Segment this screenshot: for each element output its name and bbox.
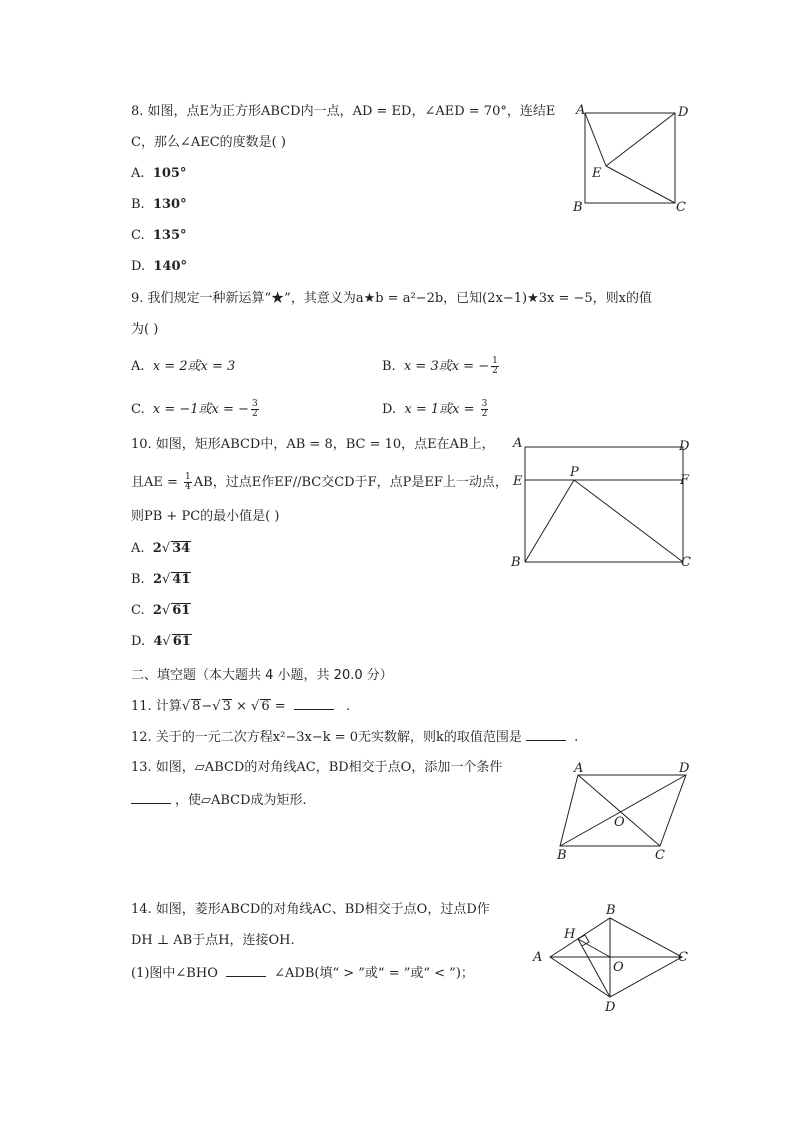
- q14-part1: (1)图中∠BHO ∠ADB(填“ > ”或“ = ”或“ < ”)；: [131, 966, 474, 981]
- q9-option-b-fraction: $\frac{1}{2}$: [492, 356, 498, 376]
- q8-option-c[interactable]: C. 135°: [131, 228, 187, 243]
- q10-option-d[interactable]: D. 4√ 61: [131, 634, 191, 649]
- q11-stem: 11. 计算√ 8−√ 3 × √ 6 = .: [131, 699, 351, 714]
- q12-answer-blank[interactable]: [526, 728, 566, 741]
- q8-line-de: [606, 113, 675, 166]
- q14-label-h: H: [564, 927, 576, 942]
- q8-stem-line2: C，那么∠AEC的度数是( ): [131, 135, 286, 150]
- q9-option-d-fraction: $\frac{3}{2}$: [481, 399, 488, 419]
- q13-label-o: O: [614, 815, 625, 830]
- q9-option-d[interactable]: D. x = 1或x = $\frac{3}{2}$: [382, 399, 488, 419]
- q14-label-a: A: [533, 950, 543, 965]
- q13-stem-line1: 13. 如图，▱ABCD的对角线AC，BD相交于点O，添加一个条件: [131, 760, 503, 775]
- q13-label-d: D: [679, 761, 690, 776]
- q8-line-ae: [585, 113, 606, 166]
- q8-square-abcd: [585, 113, 675, 203]
- q8-label-e: E: [592, 166, 602, 181]
- q14-label-c: C: [678, 950, 688, 965]
- q9-option-a[interactable]: A. x = 2或x = 3: [131, 359, 236, 374]
- q14-rhombus-figure: [528, 902, 698, 1014]
- q14-label-o: O: [613, 960, 624, 975]
- q9-option-c-fraction: $\frac{3}{2}$: [251, 399, 258, 419]
- q13-stem-line2: ，使▱ABCD成为矩形.: [131, 791, 307, 809]
- q10-stem-line2: 且AE = $\frac{1}{4}$ AB，过点E作EF//BC交CD于F，点P是EF上一动点，: [131, 472, 508, 492]
- q10-label-f: F: [680, 473, 690, 488]
- q8-option-b[interactable]: B. 130°: [131, 197, 187, 212]
- q13-diagonal-ac: [578, 775, 660, 846]
- q8-label-a: A: [576, 103, 586, 118]
- q13-label-c: C: [655, 848, 665, 863]
- q8-option-d[interactable]: D. 140°: [131, 259, 187, 274]
- q10-line-pb: [525, 480, 574, 562]
- q10-label-b: B: [511, 555, 521, 570]
- q10-label-p: P: [570, 465, 579, 480]
- q13-label-a: A: [574, 761, 584, 776]
- q13-answer-blank[interactable]: [131, 791, 171, 804]
- q9-stem-line2: 为( ): [131, 322, 159, 337]
- q8-label-d: D: [678, 105, 689, 120]
- q11-answer-blank[interactable]: [294, 697, 334, 710]
- q10-label-a: A: [513, 436, 523, 451]
- q13-label-b: B: [557, 848, 567, 863]
- q10-rectangle-figure: [505, 432, 705, 574]
- q13-parallelogram-figure: [548, 758, 698, 864]
- q14-label-d: D: [605, 1000, 616, 1014]
- q8-square-figure: [568, 100, 698, 220]
- q9-stem-line1: 9. 我们规定一种新运算“★”，其意义为a★b = a²−2b，已知(2x−1)★3x = −5，则x的值: [131, 291, 652, 306]
- q14-answer-blank[interactable]: [226, 964, 266, 977]
- q8-label-b: B: [573, 200, 583, 215]
- q8-stem-line1: 8. 如图，点E为正方形ABCD内一点，AD = ED，∠AED = 70°，连结E: [131, 104, 556, 119]
- q10-line-pc: [574, 480, 683, 562]
- q14-label-b: B: [606, 903, 616, 918]
- q10-label-d: D: [679, 439, 690, 454]
- q10-option-b[interactable]: B. 2√ 41: [131, 572, 191, 587]
- q14-stem-line1: 14. 如图，菱形ABCD的对角线AC、BD相交于点O，过点D作: [131, 902, 490, 917]
- q12-stem: 12. 关于的一元二次方程x²−3x−k = 0无实数解，则k的取值范围是 .: [131, 730, 579, 745]
- q13-diagonal-bd: [560, 775, 686, 846]
- q8-label-c: C: [676, 200, 686, 215]
- q9-option-c[interactable]: C. x = −1或x = − $\frac{3}{2}$: [131, 399, 258, 419]
- q10-stem-line1: 10. 如图，矩形ABCD中，AB = 8，BC = 10，点E在AB上，: [131, 437, 495, 452]
- q10-label-c: C: [681, 555, 691, 570]
- q10-option-c[interactable]: C. 2√ 61: [131, 603, 191, 618]
- q10-label-e: E: [513, 474, 523, 489]
- q8-line-ec: [606, 166, 675, 203]
- section-fill-in-title: 二、填空题（本大题共 4 小题，共 20.0 分）: [131, 668, 393, 683]
- q8-option-a[interactable]: A. 105°: [131, 166, 187, 181]
- q9-option-b[interactable]: B. x = 3或x = − $\frac{1}{2}$: [382, 356, 498, 376]
- q10-fraction: $\frac{1}{4}$: [185, 472, 191, 492]
- q14-stem-line2: DH ⊥ AB于点H，连接OH.: [131, 933, 295, 948]
- q10-option-a[interactable]: A. 2√ 34: [131, 541, 191, 556]
- q10-stem-line3: 则PB + PC的最小值是( ): [131, 509, 280, 524]
